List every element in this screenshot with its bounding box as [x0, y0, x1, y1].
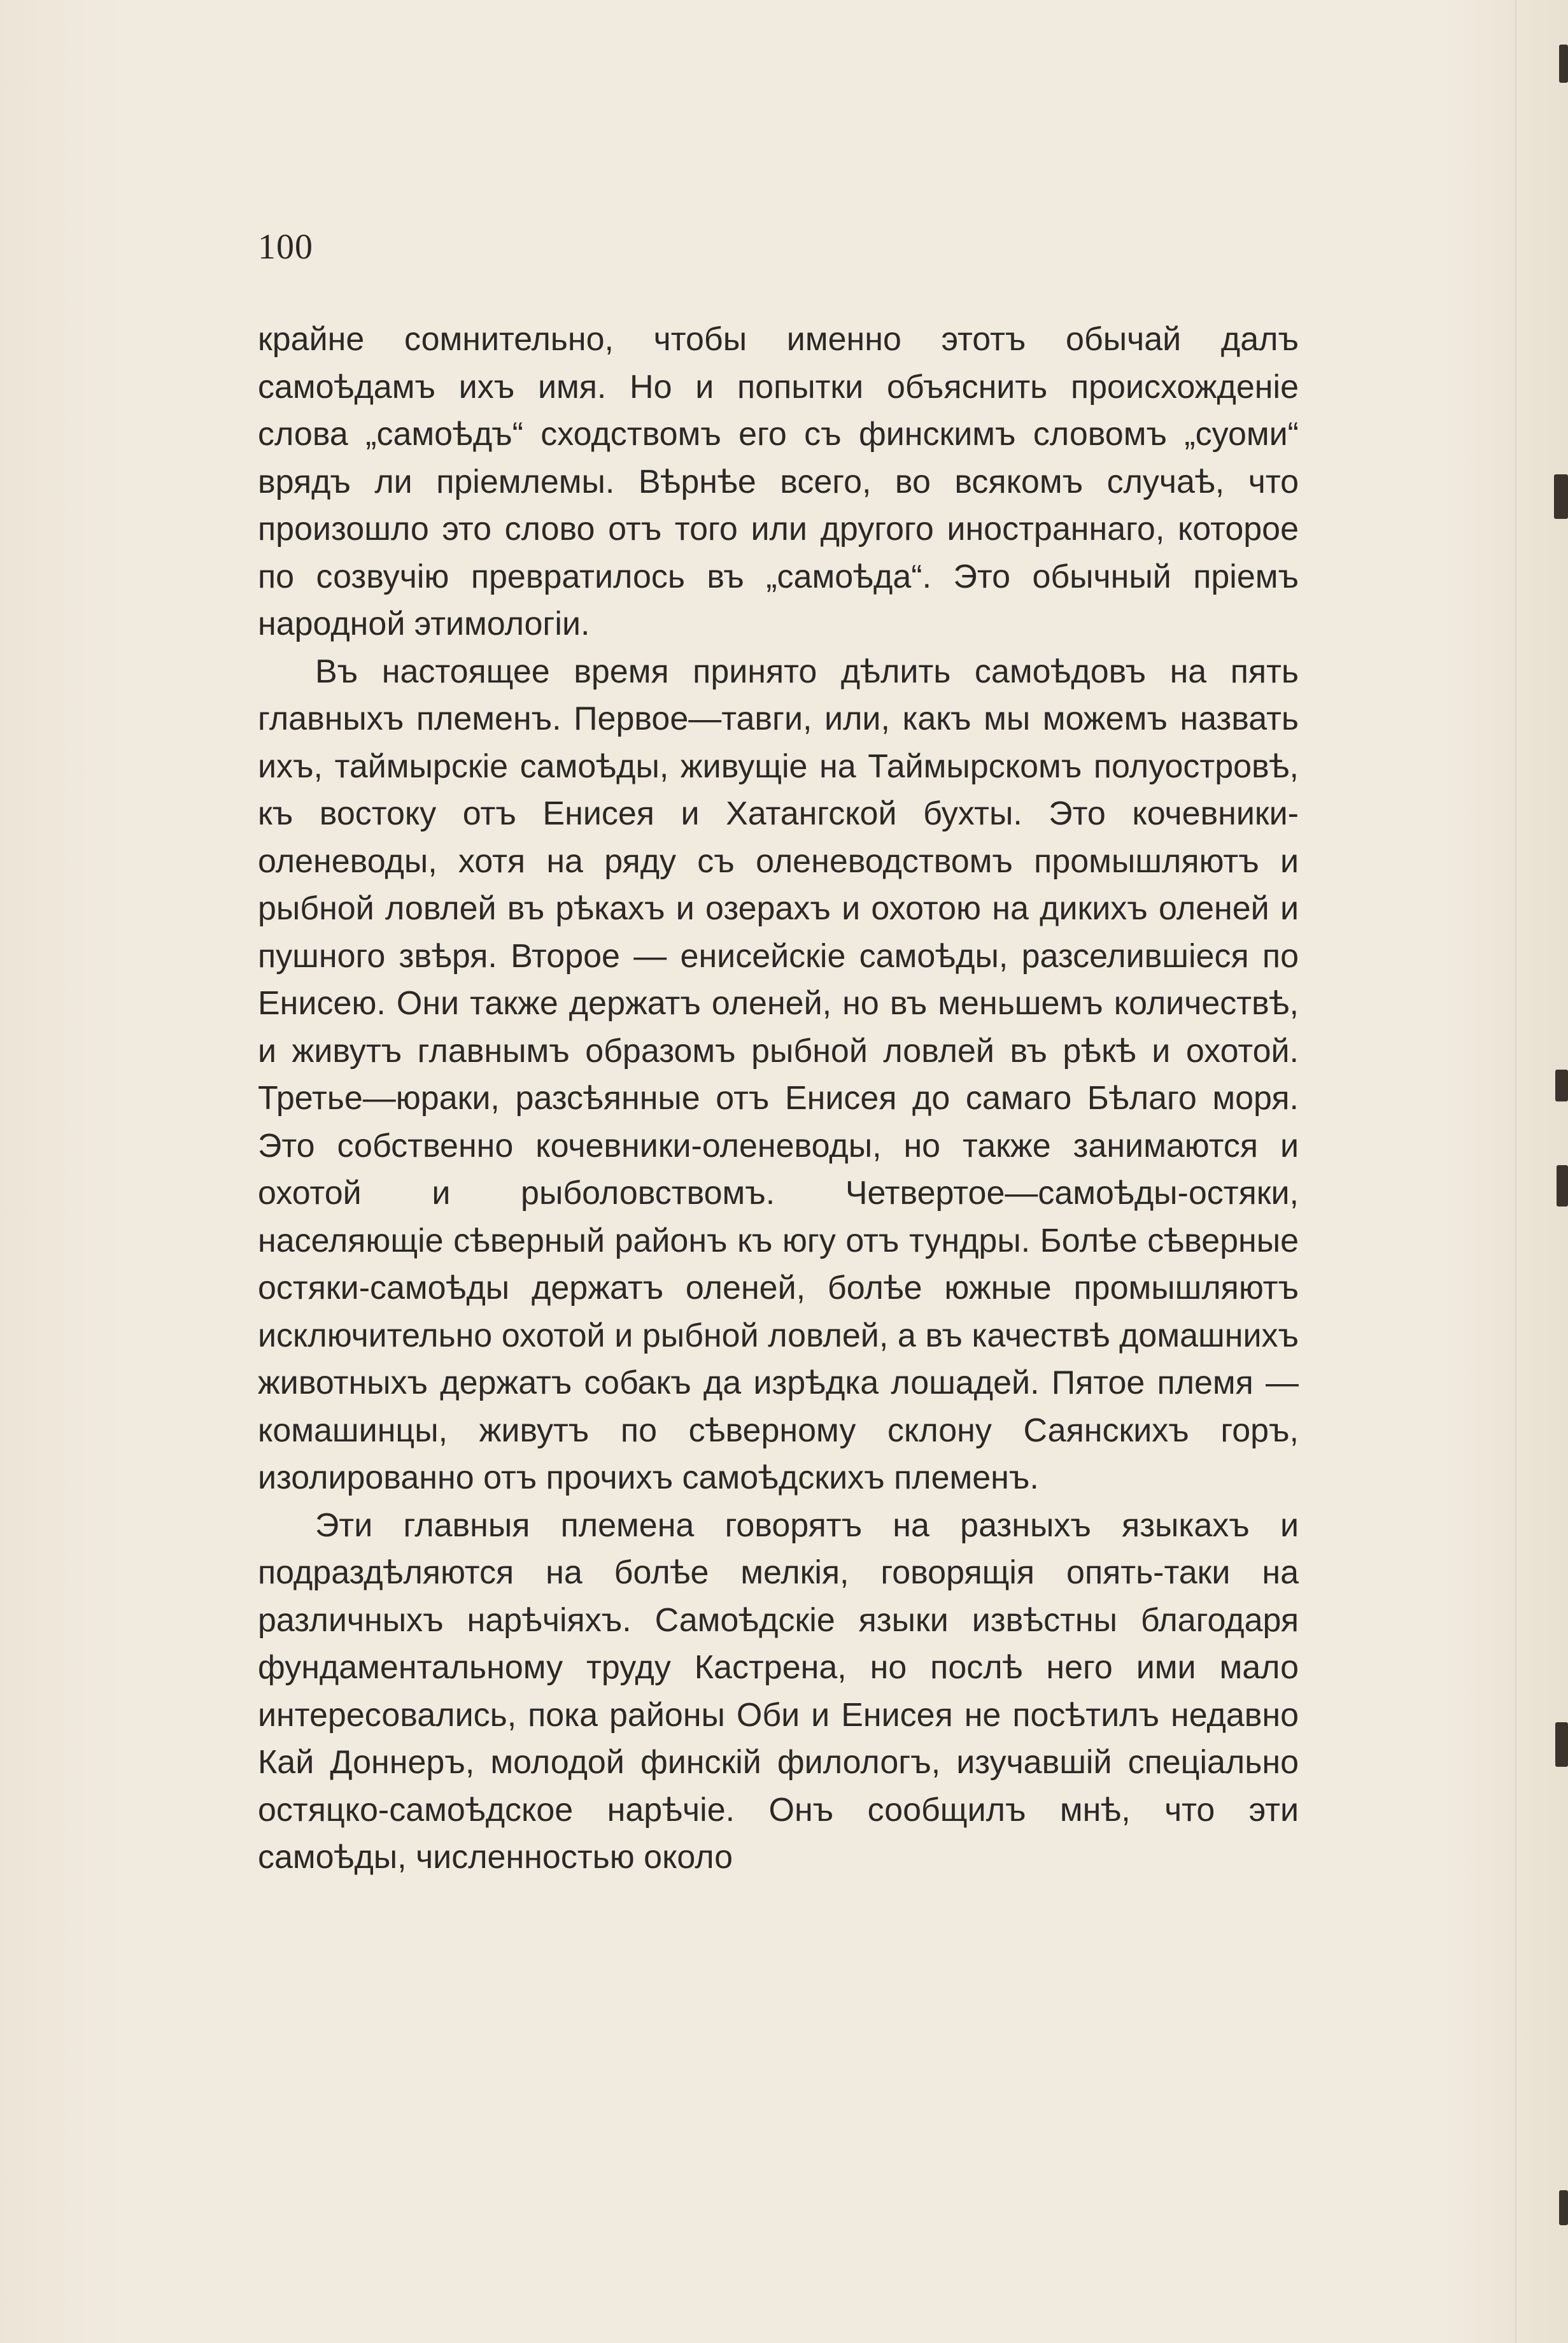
page-number: 100 [258, 227, 313, 267]
binding-mark-6 [1559, 2190, 1568, 2225]
paragraph-2: Въ настоящее время принято дѣлить самоѣдовъ на пять главныхъ племенъ. Первое—тавги, или, какъ мы можемъ назвать ихъ, таймырскіе самоѣды, живущіе на Таймырскомъ полуостровѣ, къ востоку отъ Енисея и Хатангской бухты. Это кочевники-оленеводы, хотя на ряду съ оленеводствомъ промышляютъ и рыбной ловлей въ рѣкахъ и озерахъ и охотою на дикихъ оленей и пушного звѣря. Второе — енисейскіе самоѣды, разселившіеся по Енисею. Они также держатъ оленей, но въ меньшемъ количествѣ, и живутъ главнымъ образомъ рыбной ловлей въ рѣкѣ и охотой. Третье—юраки, разсѣянные отъ Енисея до самаго Бѣлаго моря. Это собственно кочевники-оленеводы, но также занимаются и охотой и рыболовствомъ. Четвертое—самоѣды-остяки, населяющіе сѣверный районъ къ югу отъ тундры. Болѣе сѣверные остяки-самоѣды держатъ оленей, болѣе южные промышляютъ исключительно охотой и рыбной ловлей, а въ качествѣ домашнихъ животныхъ держатъ собакъ да изрѣдка лошадей. Пятое племя — комашинцы, живутъ по сѣверному склону Саянскихъ горъ, изолированно отъ прочихъ самоѣдскихъ племенъ. [258, 653, 1299, 1496]
binding-mark-3 [1555, 1070, 1568, 1101]
body-text [258, 316, 1299, 1881]
binding-mark-2 [1554, 474, 1568, 519]
binding-mark-1 [1559, 45, 1568, 83]
binding-mark-4 [1557, 1165, 1568, 1207]
page-crease [1515, 0, 1516, 2343]
binding-mark-5 [1555, 1722, 1568, 1767]
paragraph-1: крайне сомнительно, чтобы именно этотъ обычай далъ самоѣдамъ ихъ имя. Но и попытки объяснить происхожденіе слова „самоѣдъ“ сходствомъ его съ финскимъ словомъ „суоми“ врядъ ли пріемлемы. Вѣрнѣе всего, во всякомъ случаѣ, что произошло это слово отъ того или другого иностраннаго, которое по созвучію превратилось въ „самоѣда“. Это обычный пріемъ народной этимологіи. [258, 321, 1299, 642]
paragraph-3: Эти главныя племена говорятъ на разныхъ языкахъ и подраздѣляются на болѣе мелкія, говорящія опять-таки на различныхъ нарѣчіяхъ. Самоѣдскіе языки извѣстны благодаря фундаментальному труду Кастрена, но послѣ него ими мало интересовались, пока районы Оби и Енисея не посѣтилъ недавно Кай Доннеръ, молодой финскій филологъ, изучавшій спеціально остяцко-самоѣдское нарѣчіе. Онъ сообщилъ мнѣ, что эти самоѣды, численностью около [258, 1506, 1299, 1876]
